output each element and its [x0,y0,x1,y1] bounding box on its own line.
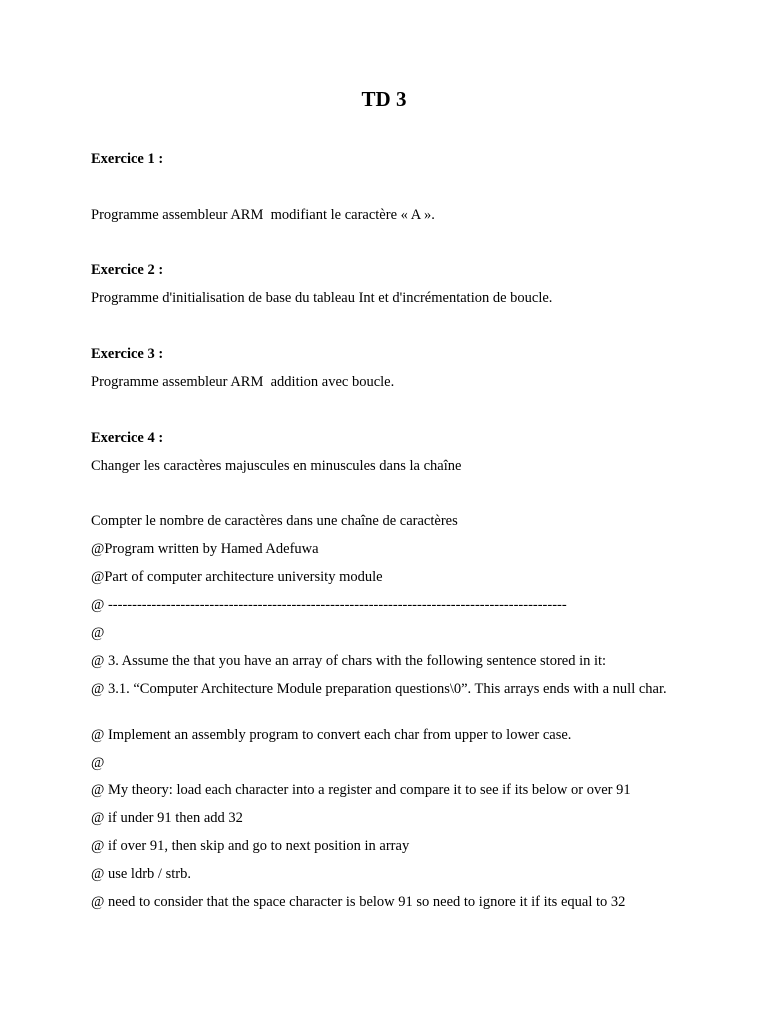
code-comment-line: @ 3. Assume the that you have an array of chars with the following sentence stored in it: [91,653,607,669]
exercise-1-heading: Exercice 1 : [91,151,164,167]
code-comment-line: @ if over 91, then skip and go to next position in array [91,838,410,854]
exercise-4-heading: Exercice 4 : [91,430,164,446]
page-title: TD 3 [361,87,407,111]
code-comment-line: Compter le nombre de caractères dans une chaîne de caractères [91,513,458,529]
exercise-2-text: Programme d'initialisation de base du tableau Int et d'incrémentation de boucle. [91,290,553,306]
code-comment-line: @ 3.1. “Computer Architecture Module preparation questions\0”. This arrays ends with a null char. [91,681,667,697]
code-comment-line: @ ----------------------------------------------------------------------------------------------- [91,597,567,613]
code-comment-line: @ [91,625,105,641]
code-comment-line: @ My theory: load each character into a register and compare it to see if its below or over 91 [91,782,631,798]
exercise-4-text: Changer les caractères majuscules en minuscules dans la chaîne [91,458,462,474]
code-comment-line: @Part of computer architecture university module [91,569,383,585]
exercise-2-heading: Exercice 2 : [91,262,164,278]
code-comment-line: @ if under 91 then add 32 [91,810,243,826]
code-comment-line: @ Implement an assembly program to convert each char from upper to lower case. [91,727,572,743]
exercise-3-text: Programme assembleur ARM addition avec boucle. [91,374,395,390]
exercise-1-text: Programme assembleur ARM modifiant le caractère « A ». [91,207,435,223]
code-comment-line: @Program written by Hamed Adefuwa [91,541,319,557]
code-comment-line: @ [91,755,105,771]
code-comment-line: @ use ldrb / strb. [91,866,191,882]
exercise-3-heading: Exercice 3 : [91,346,164,362]
code-comment-line: @ need to consider that the space character is below 91 so need to ignore it if its equal to 32 [91,894,626,910]
